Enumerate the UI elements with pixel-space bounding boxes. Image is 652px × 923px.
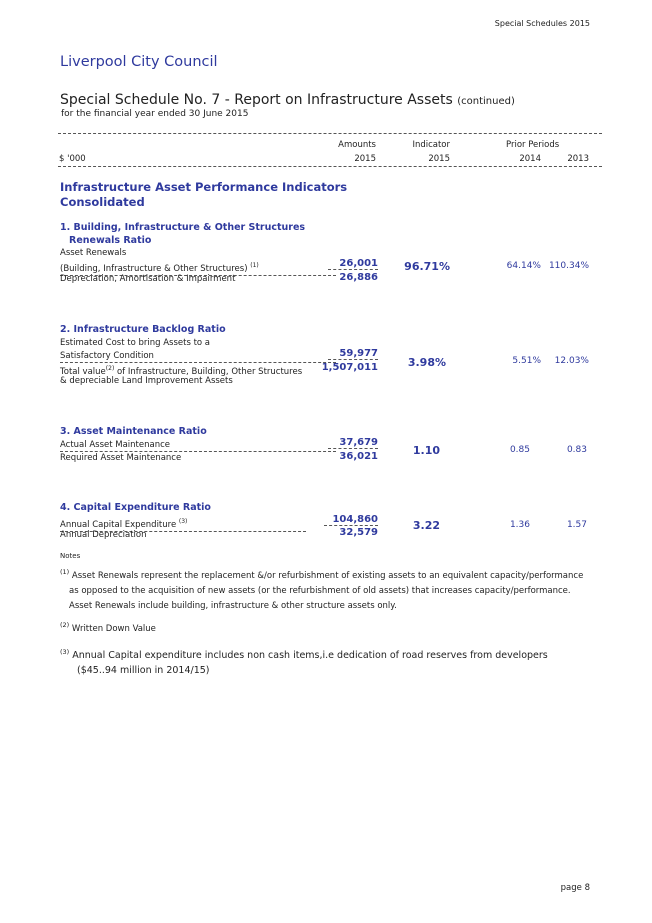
col-amounts: Amounts: [338, 140, 376, 150]
title-text: Special Schedule No. 7 - Report on Infrastructure Assets: [60, 92, 453, 108]
ratio2-denominator-sup: (2): [105, 365, 115, 372]
note2-sup: (2): [60, 621, 70, 629]
ratio3-numerator-value: 37,679: [328, 437, 378, 449]
note3-sup: (3): [60, 648, 70, 656]
ratio1-title-line1: 1. Building, Infrastructure & Other Structures: [60, 222, 306, 233]
ratio1-title-line2: Renewals Ratio: [69, 235, 152, 246]
ratio1-numerator-label-line2: (Building, Infrastructure & Other Structures): [60, 263, 248, 274]
note1-sup: (1): [60, 568, 70, 576]
ratio3-denominator-label: Required Asset Maintenance: [60, 453, 182, 463]
ratio2-title: 2. Infrastructure Backlog Ratio: [60, 324, 226, 335]
ratio2-numerator-label-line1: Estimated Cost to bring Assets to a: [60, 338, 211, 348]
ratio2-prior-2013: 12.03%: [554, 356, 589, 366]
col-indicator-year: 2015: [428, 154, 450, 164]
ratio2-numerator-value: 59,977: [328, 348, 378, 360]
col-indicator: Indicator: [412, 140, 450, 150]
section-title-line2: Consolidated: [60, 195, 145, 209]
ratio1-prior-2014: 64.14%: [506, 261, 541, 271]
ratio3-prior-2013: 0.83: [566, 445, 587, 455]
note3-line2: ($45..94 million in 2014/15): [77, 665, 210, 677]
ratio1-numerator-value: 26,001: [328, 258, 378, 270]
header-rule-top: [58, 133, 602, 134]
ratio4-numerator-value: 104,860: [324, 514, 378, 526]
ratio1-numerator-label-line1: Asset Renewals: [60, 248, 127, 258]
note2-text: Written Down Value: [71, 623, 156, 634]
ratio1-denominator-label: Depreciation, Amortisation & Impairment: [60, 274, 236, 284]
ratio2-denominator-label-b: of Infrastructure, Building, Other Structures: [114, 366, 303, 377]
note1-line3: Asset Renewals include building, infrastructure & other structure assets only.: [69, 600, 397, 611]
ratio3-denominator-value: 36,021: [339, 451, 378, 462]
note-3: [60, 645, 548, 678]
header-rule-bottom: [58, 166, 602, 167]
ratio2-denominator-label-line2: & depreciable Land Improvement Assets: [60, 376, 233, 386]
schedule-label: Special Schedules 2015: [494, 19, 590, 28]
ratio1-prior-2013: 110.34%: [548, 261, 589, 271]
ratio2-numerator-label-line2: Satisfactory Condition: [60, 350, 336, 363]
page-title: [60, 92, 515, 108]
note-2: [60, 618, 156, 637]
notes-label: Notes: [60, 552, 81, 560]
ratio3-prior-2014: 0.85: [509, 445, 530, 455]
ratio4-numerator-label-text: Annual Capital Expenditure: [60, 519, 177, 530]
section-title: [60, 180, 347, 210]
ratio2-prior-2014: 5.51%: [512, 356, 541, 366]
page-number: page 8: [560, 883, 590, 893]
title-suffix: (continued): [457, 96, 515, 107]
ratio4-title: 4. Capital Expenditure Ratio: [60, 502, 211, 513]
unit-label: $ '000: [59, 154, 86, 164]
ratio1-indicator: 96.71%: [404, 260, 450, 273]
ratio3-title: 3. Asset Maintenance Ratio: [60, 426, 207, 437]
section-title-line1: Infrastructure Asset Performance Indicators: [60, 180, 348, 194]
ratio3-numerator-label: Actual Asset Maintenance: [60, 439, 336, 452]
ratio4-prior-2014: 1.36: [509, 520, 530, 530]
ratio4-numerator-sup: (3): [178, 518, 188, 525]
ratio4-denominator-value: 32,579: [339, 527, 378, 538]
ratio1-numerator-sup: (1): [250, 262, 259, 269]
note-1: [60, 565, 583, 614]
ratio1-denominator-value: 26,886: [339, 272, 378, 283]
note3-line1: Annual Capital expenditure includes non cash items,i.e dedication of road reserves from developers: [72, 650, 548, 662]
ratio4-denominator-label: Annual Depreciation: [60, 530, 147, 540]
ratio1-title: [60, 221, 305, 247]
ratio2-denominator-value: 1,507,011: [321, 362, 378, 373]
col-amounts-year: 2015: [354, 154, 376, 164]
ratio2-indicator: 3.98%: [407, 356, 446, 369]
ratio4-indicator: 3.22: [412, 519, 440, 532]
page-subtitle: for the financial year ended 30 June 2015: [61, 109, 249, 119]
col-prior-periods: Prior Periods: [506, 140, 560, 150]
note1-line1: Asset Renewals represent the replacement &/or refurbishment of existing assets to an equivalent capacity/performance: [71, 570, 584, 581]
ratio3-indicator: 1.10: [412, 444, 440, 457]
col-prior-2014: 2014: [519, 154, 541, 164]
council-name: Liverpool City Council: [60, 54, 218, 70]
col-prior-2013: 2013: [567, 154, 589, 164]
note1-line2: as opposed to the acquisition of new assets (or the refurbishment of old assets) that increases capacity/performance.: [69, 585, 571, 596]
ratio2-denominator-label-a: Total value: [60, 366, 106, 377]
ratio4-prior-2013: 1.57: [566, 520, 587, 530]
